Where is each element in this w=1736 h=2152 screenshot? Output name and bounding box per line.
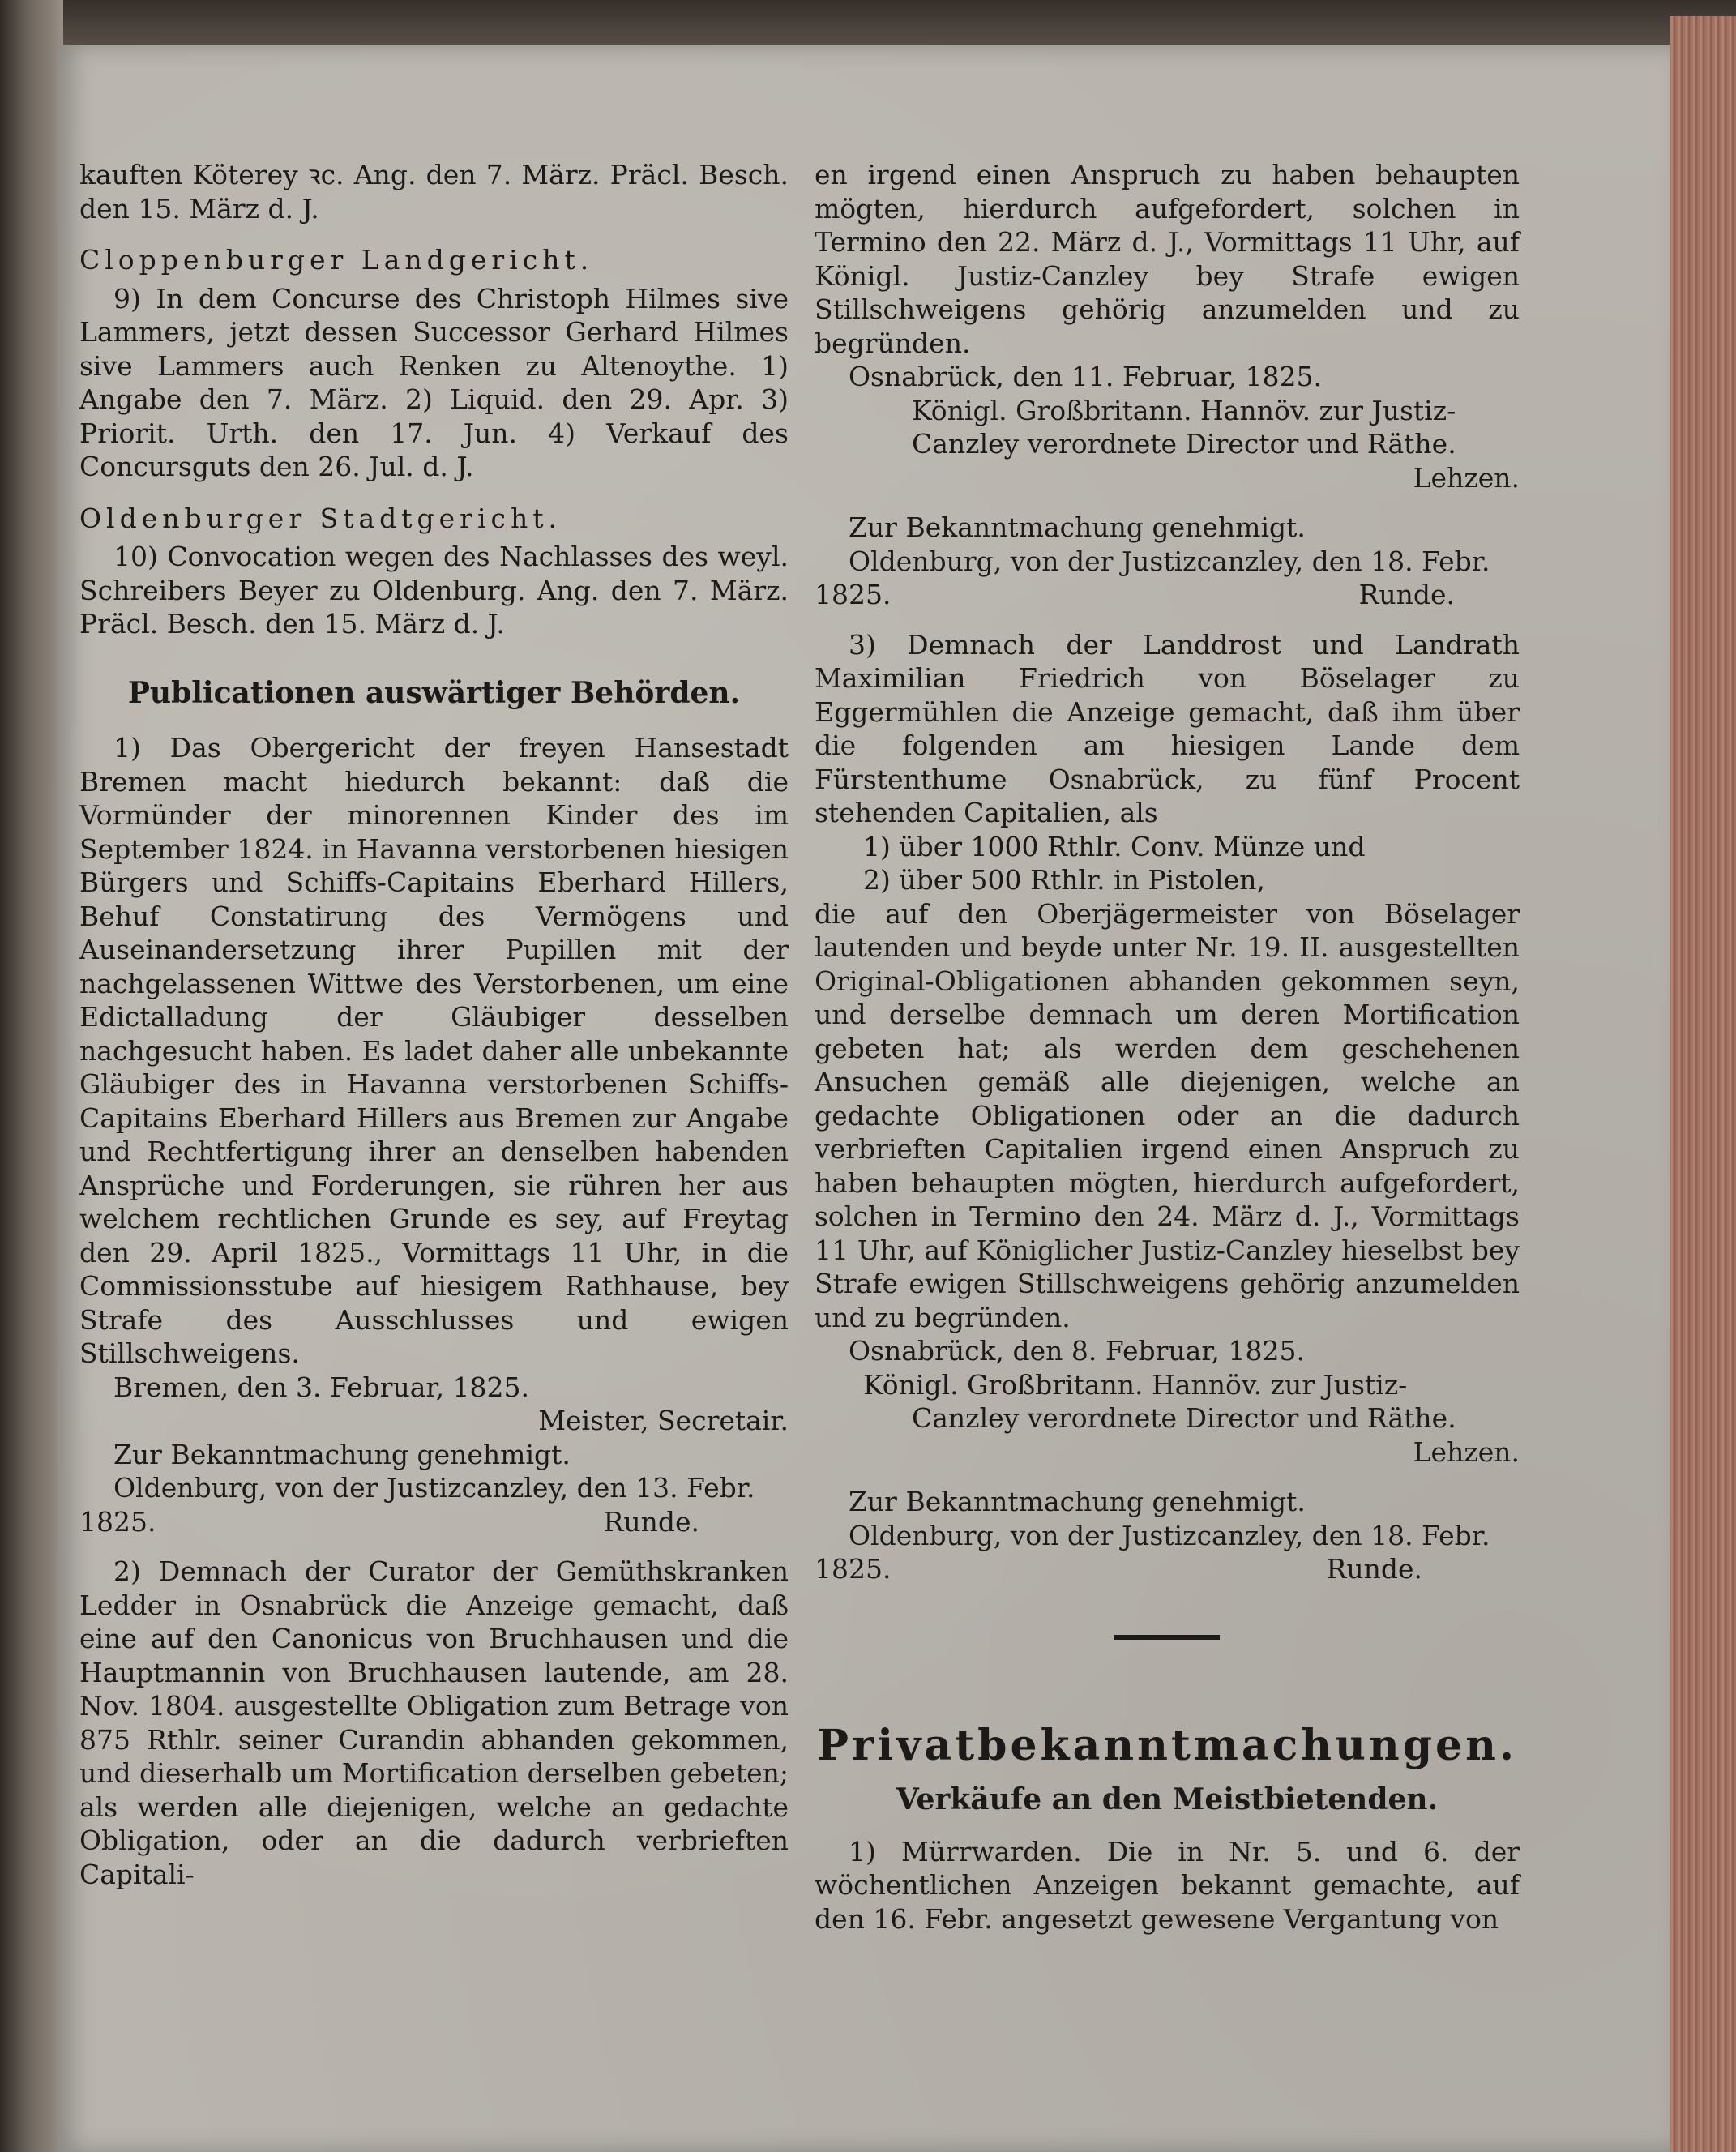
- publication-1-footer: [79, 1505, 789, 1539]
- continued-name: Lehzen.: [1413, 461, 1520, 494]
- private-announcements-heading: Privatbekanntmachungen.: [816, 1720, 1518, 1770]
- left-column: [79, 158, 789, 1891]
- entry-9: 9) In dem Concurse des Christoph Hilmes sive Lammers, jetzt dessen Successor Gerhard Hilmes sive Lammers auch Renken zu Altenoythe. 1) Angabe den 7. März. 2) Liquid. den 29. Apr. 3) Priorit. Urth. den 17. Jun. 4) Verkauf des Concursguts den 26. Jul. d. J.: [79, 282, 789, 482]
- publication-1-approval: Zur Bekanntmachung genehmigt.: [113, 1438, 571, 1470]
- page-edges: [1670, 16, 1736, 2152]
- publication-3-approval: Zur Bekanntmachung genehmigt.: [849, 1486, 1306, 1517]
- publication-1: 1) Das Obergericht der freyen Hansestadt Bremen macht hiedurch bekannt: daß die Vormünder der minorennen Kinder des im September 1824. in Havanna verstorbenen hiesigen Bürgers und Schiffs-Capitains Eberhard Hillers, Behuf Constatirung des Vermögens und Auseinandersetzung ihrer Pupillen mit der nachgelassenen Wittwe des Verstorbenen, um eine Edictalladung der Gläubiger desselben nachgesucht haben. Es ladet daher alle unbekannte Gläubiger des in Havanna verstorbenen Schiffs-Capitains Eberhard Hillers aus Bremen zur Angabe und Rechtfertigung ihrer an denselben habenden Ansprüche und Forderungen, sie rühren her aus welchem rechtlichen Grunde es sey, auf Freytag den 29. April 1825., Vormittags 11 Uhr, in die Commissionsstube auf hiesigem Rathhause, bey Strafe des Ausschlusses und ewigen Stillschweigens.: [79, 732, 789, 1369]
- continued-year: 1825.: [815, 579, 892, 610]
- publication-1-year: 1825.: [79, 1505, 156, 1538]
- book-binding: [0, 0, 63, 2152]
- continued-entry-right: en irgend einen Anspruch zu haben behaupten mögten, hierdurch aufgefordert, solchen in Termino den 22. März d. J., Vormittags 11 Uhr, auf Königl. Justiz-Canzley bey Strafe ewigen Stillschweigens gehörig anzumelden und zu begründen.: [815, 159, 1520, 359]
- publication-3-footer: [815, 1552, 1520, 1586]
- publication-3-name: Lehzen.: [1413, 1435, 1520, 1468]
- publication-3-sign: Runde.: [1326, 1553, 1422, 1585]
- section-divider: [1114, 1635, 1220, 1640]
- publication-1-name: Runde.: [603, 1505, 699, 1538]
- publication-3-place-2: Oldenburg, von der Justizcanzley, den 18. Febr.: [849, 1519, 1490, 1551]
- continued-place: Osnabrück, den 11. Februar, 1825.: [849, 361, 1322, 392]
- continued-place-2: Oldenburg, von der Justizcanzley, den 18. Febr.: [849, 545, 1490, 577]
- continued-sign: Runde.: [1358, 579, 1455, 610]
- court-heading-cloppenburg: Cloppenburger Landgericht.: [79, 244, 594, 276]
- entry-10: 10) Convocation wegen des Nachlasses des weyl. Schreibers Beyer zu Oldenburg. Ang. den 7. März. Präcl. Besch. den 15. März d. J.: [79, 541, 789, 640]
- continued-authority-1: Königl. Großbritann. Hannöv. zur Justiz-: [912, 394, 1456, 426]
- sale-1: 1) Mürrwarden. Die in Nr. 5. und 6. der wöchentlichen Anzeigen bekannt gemachte, auf den 16. Febr. angesetzt gewesene Vergantung von: [815, 1835, 1520, 1935]
- continued-authority-2: Canzley verordnete Director und Räthe.: [912, 428, 1456, 460]
- publication-3-item-b: 2) über 500 Rthlr. in Pistolen,: [863, 864, 1265, 896]
- publication-3-year: 1825.: [815, 1553, 892, 1585]
- publication-1-signature: Meister, Secretair.: [538, 1405, 789, 1436]
- continued-entry: kauften Köterey ꝛc. Ang. den 7. März. Präcl. Besch. den 15. März d. J.: [79, 159, 789, 225]
- court-heading-oldenburg: Oldenburger Stadtgericht.: [79, 502, 562, 534]
- publication-1-place-2: Oldenburg, von der Justizcanzley, den 13. Febr.: [113, 1472, 755, 1504]
- publication-3-item-a: 1) über 1000 Rthlr. Conv. Münze und: [863, 830, 1366, 862]
- publication-3-place: Osnabrück, den 8. Februar, 1825.: [849, 1335, 1305, 1367]
- continued-footer: [815, 578, 1520, 612]
- continued-approval: Zur Bekanntmachung genehmigt.: [849, 511, 1306, 543]
- publication-3-body: die auf den Oberjägermeister von Böselager lautenden und beyde unter Nr. 19. II. ausgestellten Original-Obligationen abhanden gekommen seyn, und derselbe demnach um deren Mortification gebeten hat; als werden dem geschehenen Ansuchen gemäß alle diejenigen, welche an gedachte Obligationen oder an die dadurch verbrieften Capitalien irgend einen Anspruch zu haben behaupten mögten, hierdurch aufgefordert, solchen in Termino den 24. März d. J., Vormittags 11 Uhr, auf Königlicher Justiz-Canzley hieselbst bey Strafe ewigen Stillschweigens gehörig anzumelden und zu begründen.: [815, 897, 1520, 1333]
- publication-3-intro: 3) Demnach der Landdrost und Landrath Maximilian Friedrich von Böselager zu Eggermühlen die Anzeige gemacht, daß ihm über die folgenden am hiesigen Lande dem Fürstenthume Osnabrück, zu fünf Procent stehenden Capitalien, als: [815, 628, 1520, 828]
- publication-3-authority-2: Canzley verordnete Director und Räthe.: [912, 1402, 1456, 1434]
- book-top-edge: [24, 0, 1736, 45]
- right-column: [815, 158, 1520, 1936]
- publication-1-place: Bremen, den 3. Februar, 1825.: [113, 1371, 530, 1403]
- publication-2: 2) Demnach der Curator der Gemüthskranken Ledder in Osnabrück die Anzeige gemacht, daß eine auf den Canonicus von Bruchhausen und die Hauptmannin von Bruchhausen lautende, am 28. Nov. 1804. ausgestellte Obligation zum Betrage von 875 Rthlr. seiner Curandin abhanden gekommen, und dieserhalb um Mortification derselben gebeten; als werden alle diejenigen, welche an gedachte Obligation, oder an die dadurch verbrieften Capitali-: [79, 1555, 789, 1890]
- section-heading-publications: Publicationen auswärtiger Behörden.: [127, 675, 741, 710]
- sales-heading: Verkäufe an den Meistbietenden.: [896, 1782, 1439, 1816]
- publication-3-authority-1: Königl. Großbritann. Hannöv. zur Justiz-: [863, 1368, 1408, 1401]
